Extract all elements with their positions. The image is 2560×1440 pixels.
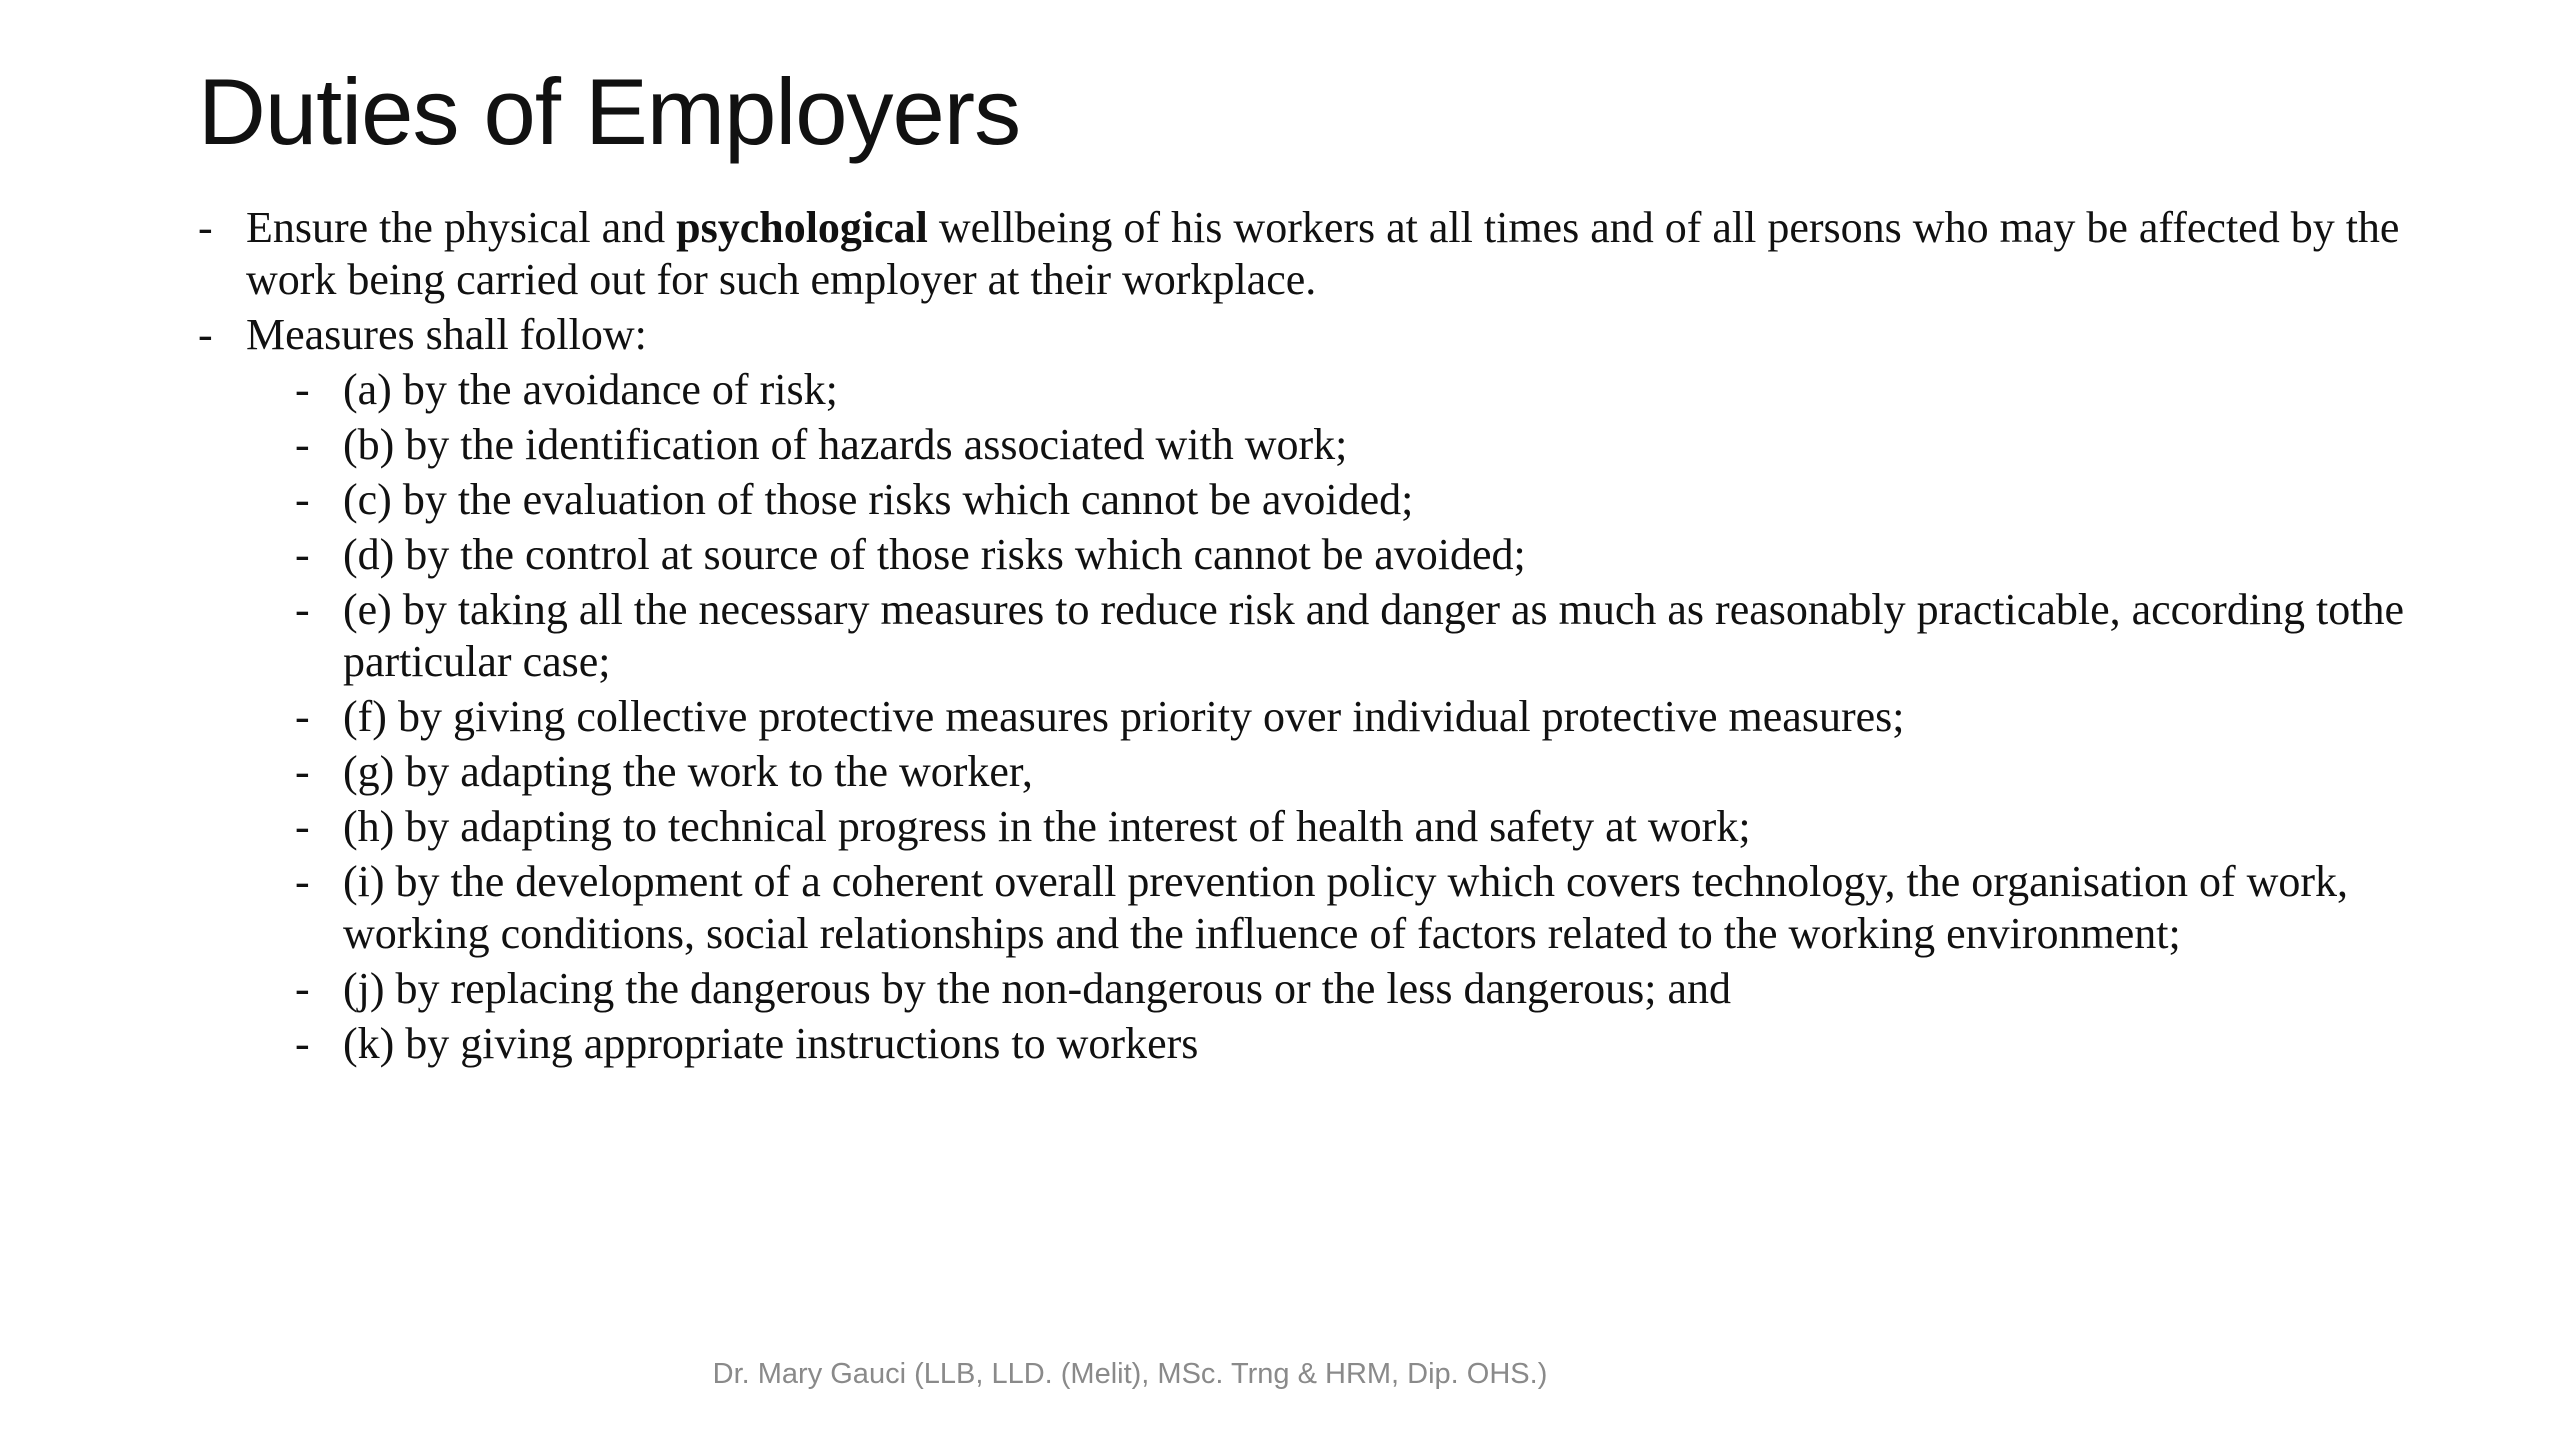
slide-footer: Dr. Mary Gauci (LLB, LLD. (Melit), MSc. Trng & HRM, Dip. OHS.) [712,1358,1548,1390]
bullet-dash: - [295,802,310,851]
measure-text: (e) by taking all the necessary measures to reduce risk and danger as much as reasonably practicable, according tothe particular case; [343,585,2405,686]
measures-heading: Measures shall follow: [246,310,647,359]
bullet-dash: - [295,365,310,414]
bullet-dash: - [295,857,310,906]
measure-text: (f) by giving collective protective measures priority over individual protective measures; [343,692,1905,741]
measure-text: (b) by the identification of hazards associated with work; [343,420,1348,469]
measure-item-e [295,584,2438,688]
intro-text-bold: psychological [676,203,928,252]
measure-text: (d) by the control at source of those risks which cannot be avoided; [343,530,1526,579]
bullet-dash: - [295,475,310,524]
measure-item-i [295,856,2438,960]
bullet-dash: - [198,310,213,359]
bullet-dash: - [295,530,310,579]
bullet-dash: - [295,692,310,741]
measure-text: (i) by the development of a coherent overall prevention policy which covers technology, the organisation of work, working conditions, social relationships and the influence of factors related to the working environment; [343,857,2349,958]
measure-item-g [295,746,2438,798]
measure-item-k [295,1018,2438,1070]
bullet-dash: - [295,585,310,634]
slide-title: Duties of Employers [198,59,1021,164]
measure-item-b [295,419,2438,471]
measure-item-a [295,364,2438,416]
measure-text: (g) by adapting the work to the worker, [343,747,1033,796]
bullet-dash: - [295,420,310,469]
measure-item-d [295,529,2438,581]
measure-item-j [295,963,2438,1015]
intro-text-part2: wellbeing of his workers at all times and of all persons who may be affected by the work being carried out for such employer at their workplace. [246,203,2400,304]
measure-item-c [295,474,2438,526]
measure-text: (h) by adapting to technical progress in the interest of health and safety at work; [343,802,1751,851]
slide-body [198,202,2438,1073]
bullet-dash: - [198,203,213,252]
measure-text: (a) by the avoidance of risk; [343,365,838,414]
measure-item-h [295,801,2438,853]
measure-item-f [295,691,2438,743]
bullet-intro [198,202,2438,306]
measure-text: (c) by the evaluation of those risks which cannot be avoided; [343,475,1414,524]
measure-text: (j) by replacing the dangerous by the non-dangerous or the less dangerous; and [343,964,1732,1013]
bullet-dash: - [295,747,310,796]
measure-text: (k) by giving appropriate instructions to workers [343,1019,1199,1068]
bullet-dash: - [295,964,310,1013]
bullet-measures-heading [198,309,2438,361]
bullet-dash: - [295,1019,310,1068]
intro-text-part1: Ensure the physical and [246,203,677,252]
